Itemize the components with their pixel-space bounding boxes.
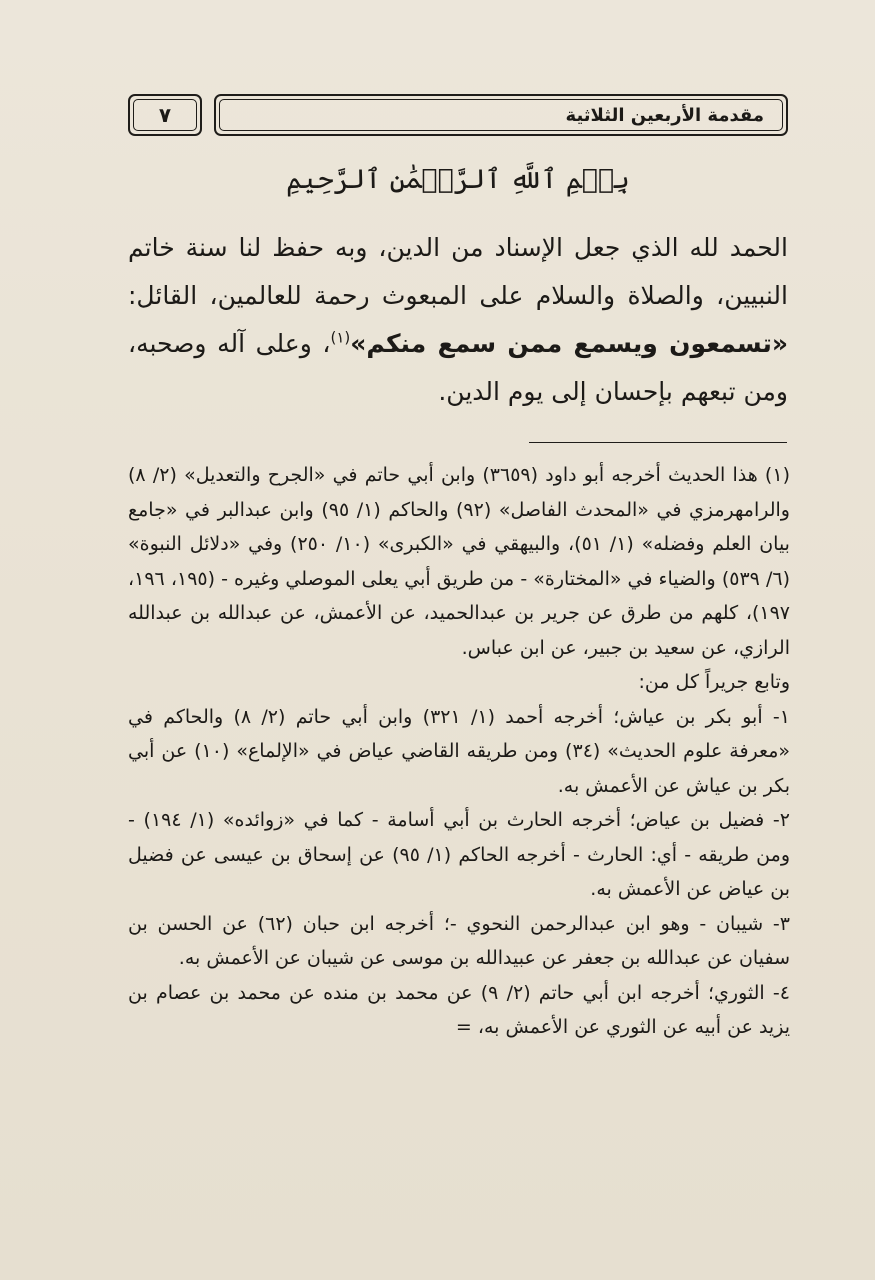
footnote-reference: (١) (330, 328, 351, 347)
footnote-divider (529, 442, 787, 443)
page-number-frame (128, 94, 202, 136)
page-header (128, 94, 788, 140)
hadith-quote: «تسمعون ويسمع ممن سمع منكم» (350, 329, 789, 358)
footnote-1: (١) هذا الحديث أخرجه أبو داود (٣٦٥٩) وابن أبي حاتم في «الجرح والتعديل» (٢/ ٨) والرامهرمزي في «المحدث الفاصل» (٩٢) والحاكم (١/ ٩٥) وابن عبدالبر في «جامع بيان العلم وفضله» (١/ ٥١)، والبيهقي في «الكبرى» (١٠/ ٢٥٠) وفي «دلائل النبوة» (٦/ ٥٣٩) والضياء في «المختارة» - من طريق أبي يعلى الموصلي وغيره - (١٩٥، ١٩٦، ١٩٧)، كلهم من طرق عن جرير بن عبدالحميد، عن الأعمش، عن عبدالله بن عبدالله الرازي، عن سعيد بن جبير، عن ابن عباس. (128, 464, 790, 659)
main-text-part-2: ، وعلى آله وصحبه، ومن تبعهم بإحسان إلى يوم الدين. (128, 329, 788, 406)
header-title: مقدمة الأربعين الثلاثية (565, 105, 764, 126)
footnote-item-1: ١- أبو بكر بن عياش؛ أخرجه أحمد (١/ ٣٢١) وابن أبي حاتم (٢/ ٨) والحاكم في «معرفة علوم الحديث» (٣٤) ومن طريقه القاضي عياض في «الإلماع» (١٠) عن أبي بكر بن عياش عن الأعمش به. (128, 705, 791, 797)
main-paragraph (128, 224, 788, 416)
header-title-frame (214, 94, 788, 136)
footnote-followers-intro: وتابع جريراً كل من: (638, 671, 790, 693)
footnote-item-4: ٤- الثوري؛ أخرجه ابن أبي حاتم (٢/ ٩) عن محمد بن منده عن محمد بن عصام بن يزيد عن أبيه عن الثوري عن الأعمش به، = (128, 981, 790, 1038)
footnote-item-3: ٣- شيبان - وهو ابن عبدالرحمن النحوي -؛ أخرجه ابن حبان (٦٢) عن الحسن بن سفيان عن عبدالله بن جعفر عن عبيدالله بن موسى عن شيبان عن الأعمش به. (128, 912, 790, 969)
basmala: بِسۡمِ ٱللَّهِ ٱلرَّحۡمَٰنِ ٱلرَّحِيمِ (286, 164, 630, 195)
footnote-item-2: ٢- فضيل بن عياض؛ أخرجه الحارث بن أبي أسامة - كما في «زوائده» (١/ ١٩٤) - ومن طريقه - أي: الحارث - أخرجه الحاكم (١/ ٩٥) عن إسحاق بن عيسى عن فضيل بن عياض عن الأعمش به. (128, 809, 790, 900)
page-number: ٧ (158, 103, 172, 127)
main-text-part-1: الحمد لله الذي جعل الإسناد من الدين، وبه حفظ لنا سنة خاتم النبيين، والصلاة والسلام على المبعوث رحمة للعالمين، القائل: (128, 233, 788, 310)
footnotes (128, 458, 790, 1045)
